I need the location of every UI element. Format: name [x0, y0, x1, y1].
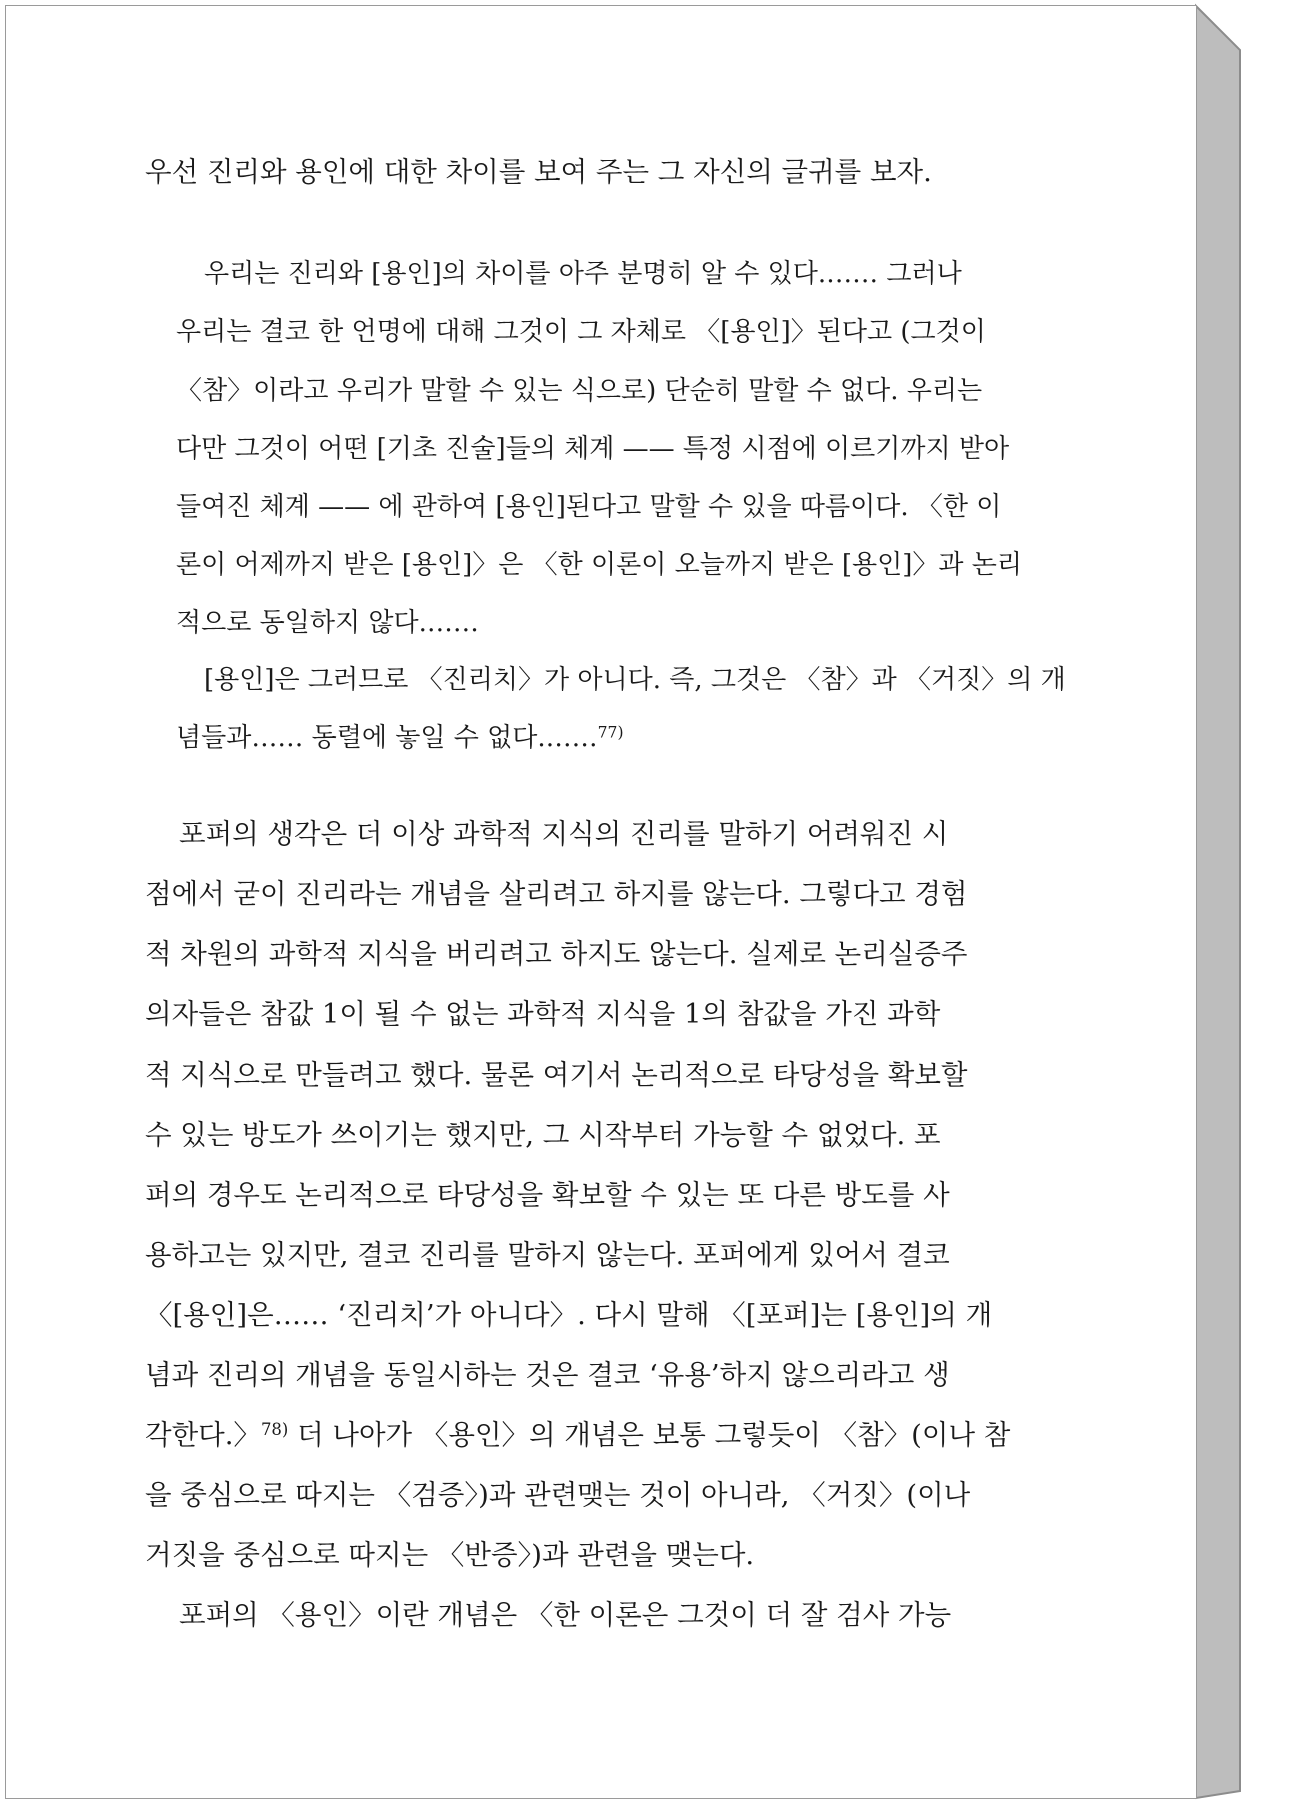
- body-text: 더 나아가 〈용인〉의 개념은 보통 그렇듯이 〈참〉(이나 참: [297, 1419, 1011, 1452]
- quote-line: [176, 725, 1050, 751]
- body-line: 퍼의 경우도 논리적으로 타당성을 확보할 수 있는 또 다른 방도를 사: [145, 1179, 950, 1211]
- intro-paragraph: 우선 진리와 용인에 대한 차이를 보여 주는 그 자신의 글귀를 보자.: [145, 156, 932, 188]
- body-line: 의자들은 참값 1이 될 수 없는 과학적 지식을 1의 참값을 가진 과학: [145, 998, 941, 1030]
- quote-line: 론이 어제까지 받은 [용인]〉은 〈한 이론이 오늘까지 받은 [용인]〉과 논리: [176, 550, 1022, 580]
- quote-text: 념들과…… 동렬에 놓일 수 없다.……: [176, 723, 598, 753]
- body-line: 적 지식으로 만들려고 했다. 물론 여기서 논리적으로 타당성을 확보할: [145, 1059, 968, 1091]
- body-line: 수 있는 방도가 쓰이기는 했지만, 그 시작부터 가능할 수 없었다. 포: [145, 1119, 941, 1151]
- body-text: 각한다.〉: [145, 1419, 261, 1452]
- book-side-panel: [1196, 6, 1240, 1798]
- quote-line: 우리는 진리와 [용인]의 차이를 아주 분명히 알 수 있다.…… 그러나: [204, 259, 962, 289]
- body-line: 포퍼의 생각은 더 이상 과학적 지식의 진리를 말하기 어려워진 시: [179, 818, 949, 850]
- body-line: 적 차원의 과학적 지식을 버리려고 하지도 않는다. 실제로 논리실증주: [145, 938, 968, 970]
- quote-line: 〈참〉이라고 우리가 말할 수 있는 식으로) 단순히 말할 수 없다. 우리는: [176, 376, 983, 406]
- book-page: [6, 6, 1196, 1798]
- body-line: 용하고는 있지만, 결코 진리를 말하지 않는다. 포퍼에게 있어서 결코: [145, 1239, 950, 1271]
- body-line: 을 중심으로 따지는 〈검증〉)과 관련맺는 것이 아니라, 〈거짓〉(이나: [145, 1479, 971, 1511]
- body-line: 〈[용인]은…… ‘진리치’가 아니다〉. 다시 말해 〈[포퍼]는 [용인]의 개: [145, 1299, 993, 1331]
- footnote-ref-78: 78): [260, 1420, 289, 1439]
- quote-line: 다만 그것이 어떤 [기초 진술]들의 체계 —— 특정 시점에 이르기까지 받아: [176, 434, 1010, 464]
- body-line: [145, 1419, 1050, 1452]
- quote-line: 들여진 체계 —— 에 관하여 [용인]된다고 말할 수 있을 따름이다. 〈한 이: [176, 492, 1002, 522]
- page-text: [6, 6, 1196, 1798]
- body-line: 포퍼의 〈용인〉이란 개념은 〈한 이론은 그것이 더 잘 검사 가능: [179, 1599, 952, 1631]
- quote-line: 적으로 동일하지 않다.……: [176, 608, 479, 638]
- quote-line: 우리는 결코 한 언명에 대해 그것이 그 자체로 〈[용인]〉된다고 (그것이: [176, 317, 986, 347]
- body-line: 거짓을 중심으로 따지는 〈반증〉)과 관련을 맺는다.: [145, 1539, 755, 1571]
- footnote-ref-77: 77): [597, 723, 624, 742]
- body-line: 념과 진리의 개념을 동일시하는 것은 결코 ‘유용’하지 않으리라고 생: [145, 1359, 950, 1391]
- quote-line: [용인]은 그러므로 〈진리치〉가 아니다. 즉, 그것은 〈참〉과 〈거짓〉의 개: [204, 665, 1066, 695]
- body-line: 점에서 굳이 진리라는 개념을 살리려고 하지를 않는다. 그렇다고 경험: [145, 878, 968, 910]
